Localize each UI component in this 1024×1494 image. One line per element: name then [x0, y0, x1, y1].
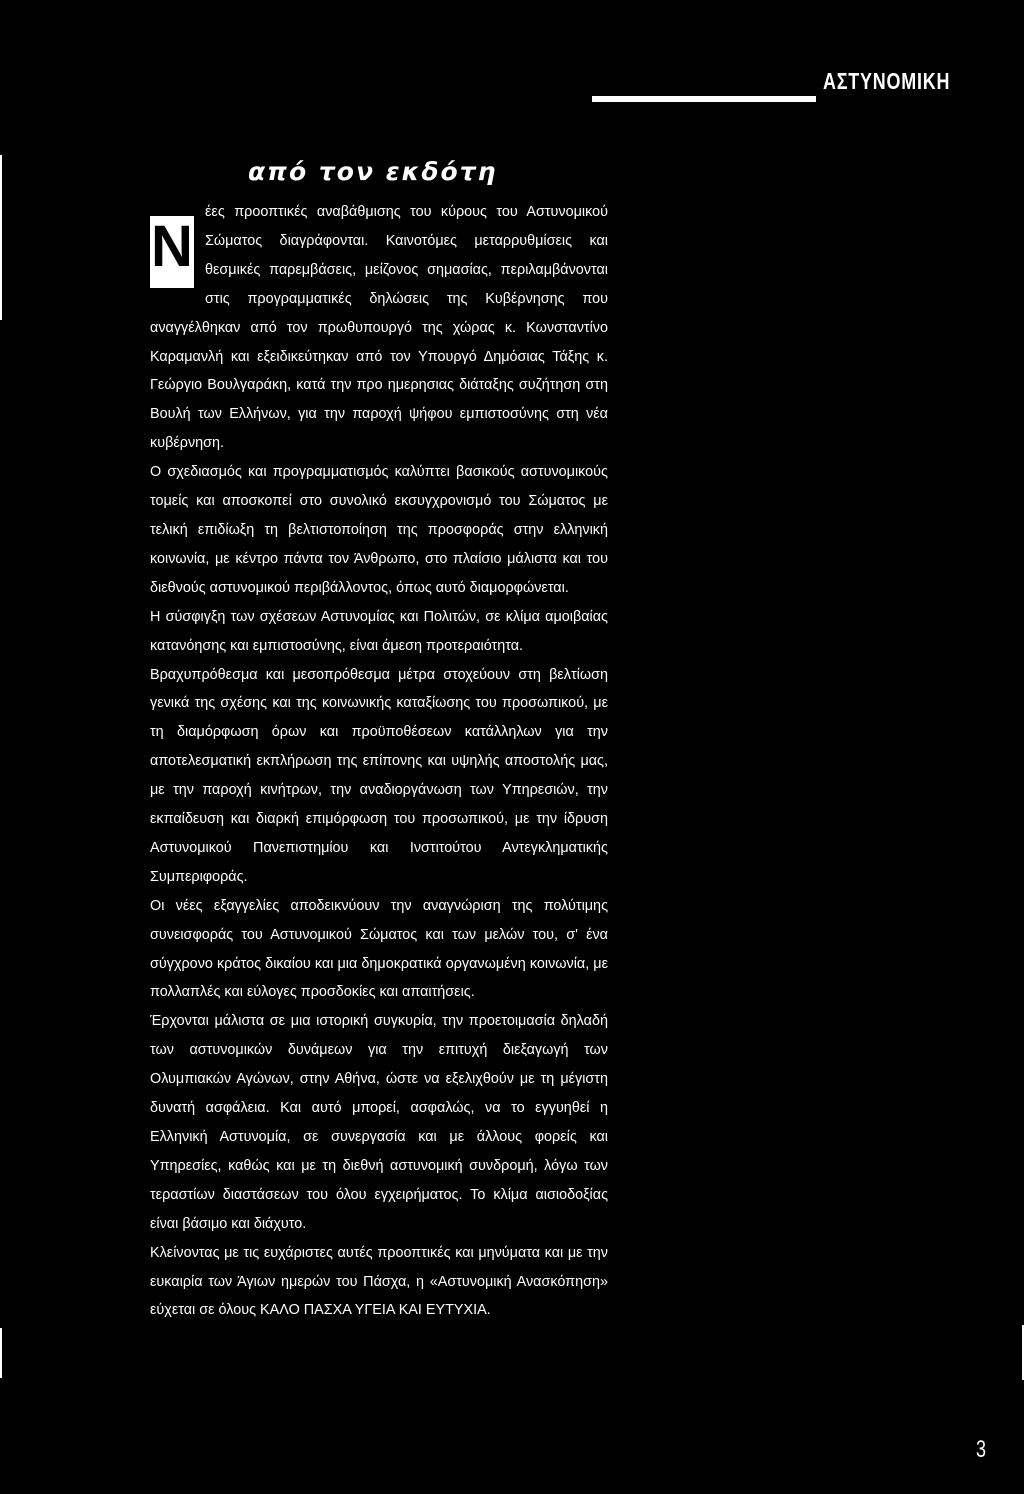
article-paragraph-2 [150, 458, 608, 603]
left-edge-rule [0, 155, 2, 320]
article-paragraph-6 [150, 1007, 608, 1238]
article-paragraph-5 [150, 892, 608, 1008]
page-title: από τον εκδότη [248, 157, 498, 186]
article-paragraph-3 [150, 603, 608, 661]
paragraph-text: Έρχονται μάλιστα σε μια ιστορική συγκυρία, την προετοιμασία δηλαδή των αστυνομικών δυνάμεων για την επιτυχή διεξαγωγή των Ολυμπιακών Αγώνων, στην Αθήνα, ώστε να εξελιχθούν με τη μέγιστη δυνατή ασφάλεια. Και αυτό μπορεί, ασφαλώς, να το εγγυηθεί η Ελληνική Αστυνομία, σε συνεργασία και με άλλους φορείς και Υπηρεσίες, καθώς και με τη διεθνή αστυνομική συνδρομή, λόγω των τεραστίων διαστάσεων του όλου εγχειρήματος. Το κλίμα αισιοδοξίας είναι βάσιμο και διάχυτο. [150, 1013, 608, 1232]
magazine-brand: ΑΣΤΥΝΟΜΙΚΗ [823, 68, 951, 94]
header-rule [592, 96, 816, 102]
drop-cap-spacer [150, 198, 205, 313]
paragraph-text: έες προοπτικές αναβάθμισης του κύρους του Αστυνομικού Σώματος διαγράφονται. Καινοτόμες μεταρρυθμίσεις και θεσμικές παρεμβάσεις, μείζονος σημασίας, περιλαμβάνονται στις προγραμματικές δηλώσεις της Κυβέρνησης που αναγγέλθηκαν από τον πρωθυπουργό της χώρας κ. Κωνσταντίνο Καραμανλή και εξειδικεύτηκαν από τον Υπουργό Δημόσιας Τάξης κ. Γεώργιο Βουλγαράκη, κατά την προ ημερησιας διάταξης συζήτηση στη Βουλή των Ελλήνων, για την παροχή ψήφου εμπιστοσύνης στη νέα κυβέρνηση. [150, 204, 608, 452]
article-paragraph-4 [150, 661, 608, 892]
paragraph-text: Βραχυπρόθεσμα και μεσοπρόθεσμα μέτρα στοχεύουν στη βελτίωση γενικά της σχέσης και της κοινωνικής καταξίωσης του προσωπικού, με τη διαμόρφωση όρων και προϋποθέσεων κατάλληλων για την αποτελεσματική εκπλήρωση της επίπονης και υψηλής αποστολής μας, με την παροχή κινήτρων, την αναδιοργάνωση των Υπηρεσιών, την εκπαίδευση και διαρκή επιμόρφωση του προσωπικού, με την ίδρυση Αστυνομικού Πανεπιστημίου και Ινστιτούτου Αντεγκληματικής Συμπεριφοράς. [150, 666, 608, 885]
paragraph-text: Η σύσφιγξη των σχέσεων Αστυνομίας και Πολιτών, σε κλίμα αμοιβαίας κατανόησης και εμπιστοσύνης, είναι άμεση προτεραιότητα. [150, 608, 608, 654]
drop-cap-letter: Ν [151, 214, 193, 279]
paragraph-text: Ο σχεδιασμός και προγραμματισμός καλύπτει βασικούς αστυνομικούς τομείς και αποσκοπεί στο συνολικό εκσυγχρονισμό του Σώματος με τελική επιδίωξη τη βελτιστοποίηση της προσφοράς στην ελληνική κοινωνία, με κέντρο πάντα τον Άνθρωπο, στο πλαίσιο μάλιστα και του διεθνούς αστυνομικού περιβάλλοντος, όπως αυτό διαμορφώνεται. [150, 464, 608, 596]
left-edge-rule-bottom [0, 1328, 2, 1378]
paragraph-text: Κλείνοντας με τις ευχάριστες αυτές προοπτικές και μηνύματα και με την ευκαιρία των Άγιων ημερών του Πάσχα, η «Αστυνομική Ανασκόπηση» εύχεται σε όλους ΚΑΛΟ ΠΑΣΧΑ ΥΓΕΙΑ ΚΑΙ ΕΥΤΥΧΙΑ. [150, 1244, 608, 1319]
article-paragraph-7 [150, 1239, 608, 1326]
article-paragraph-1 [150, 198, 608, 458]
editorial-article [150, 198, 608, 1325]
page-number: 3 [976, 1436, 987, 1463]
paragraph-text: Οι νέες εξαγγελίες αποδεικνύουν την αναγνώριση της πολύτιμης συνεισφοράς του Αστυνομικού Σώματος και των μελών του, σ' ένα σύγχρονο κράτος δικαίου και μια δημοκρατικά οργανωμένη κοινωνία, με πολλαπλές και εύλογες προσδοκίες και απαιτήσεις. [150, 897, 608, 1001]
